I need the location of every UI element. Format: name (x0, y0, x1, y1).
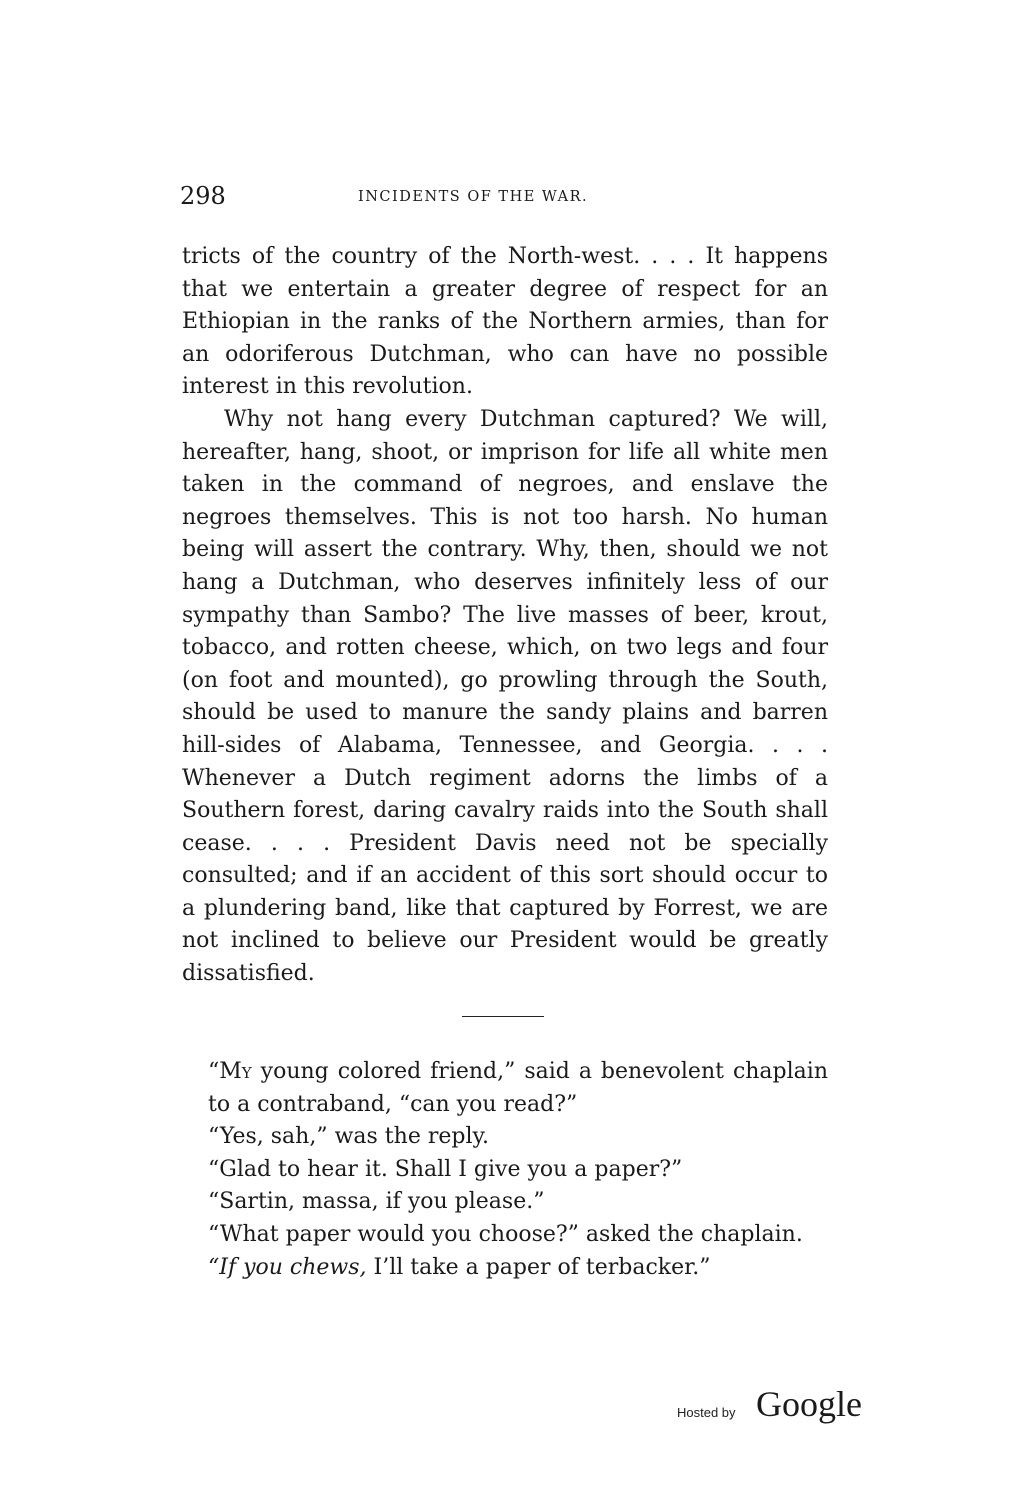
anecdote-opening (168, 1056, 828, 1121)
page-header (180, 182, 830, 212)
opening-word: My (219, 1059, 252, 1084)
dialogue-line: “What paper would you choose?” asked the chaplain. (208, 1221, 803, 1247)
paragraph: tricts of the country of the North-west. . . . It happens that we entertain a greater degree of respect for an Ethiopian in the ranks of the Northern armies, than for an odoriferous Dutchman, who can have no possible interest in this revolution. (182, 244, 828, 400)
dialogue-line: “Sartin, massa, if you please.” (208, 1189, 545, 1215)
google-logo: Google (756, 1384, 862, 1424)
final-rest: I’ll take a paper of terbacker.” (366, 1254, 711, 1280)
opening-rest: young colored friend,” said a benevolent chaplain to a contraband, “can you read?” (208, 1059, 828, 1117)
dialogue-line: “Yes, sah,” was the reply. (208, 1124, 489, 1150)
page-number: 298 (180, 182, 226, 210)
hosted-by-label: Hosted by (677, 1405, 736, 1420)
dialogue-line-final (168, 1252, 828, 1285)
paragraph: Why not hang every Dutchman captured? We will, hereafter, hang, shoot, or imprison for life all white men taken in the command of negroes, and enslave the negroes themselves. This is not too harsh. No human being will assert the contrary. Why, then, should we not hang a Dutchman, who deserves infinitely less of our sympathy than Sambo? The live masses of beer, krout, tobacco, and rotten cheese, which, on two legs and four (on foot and mounted), go prowling through the South, should be used to manure the sandy plains and barren hill-sides of Alabama, Tennessee, and Georgia. . . . Whenever a Dutch regiment adorns the limbs of a Southern forest, daring cavalry raids into the South shall cease. . . . President Davis need not be specially consulted; and if an accident of this sort should occur to a plundering band, like that captured by Forrest, we are not inclined to believe our President would be greatly dissatisfied. (182, 406, 828, 987)
dialogue-line: “Glad to hear it. Shall I give you a paper?” (208, 1156, 683, 1182)
italic-phrase: “If you chews, (208, 1254, 367, 1280)
opening-quote: “ (208, 1059, 220, 1084)
running-head: INCIDENTS OF THE WAR. (358, 189, 589, 205)
section-divider (462, 1016, 544, 1017)
main-text (182, 241, 828, 991)
hosted-by-badge (677, 1384, 887, 1424)
anecdote (168, 1056, 828, 1284)
